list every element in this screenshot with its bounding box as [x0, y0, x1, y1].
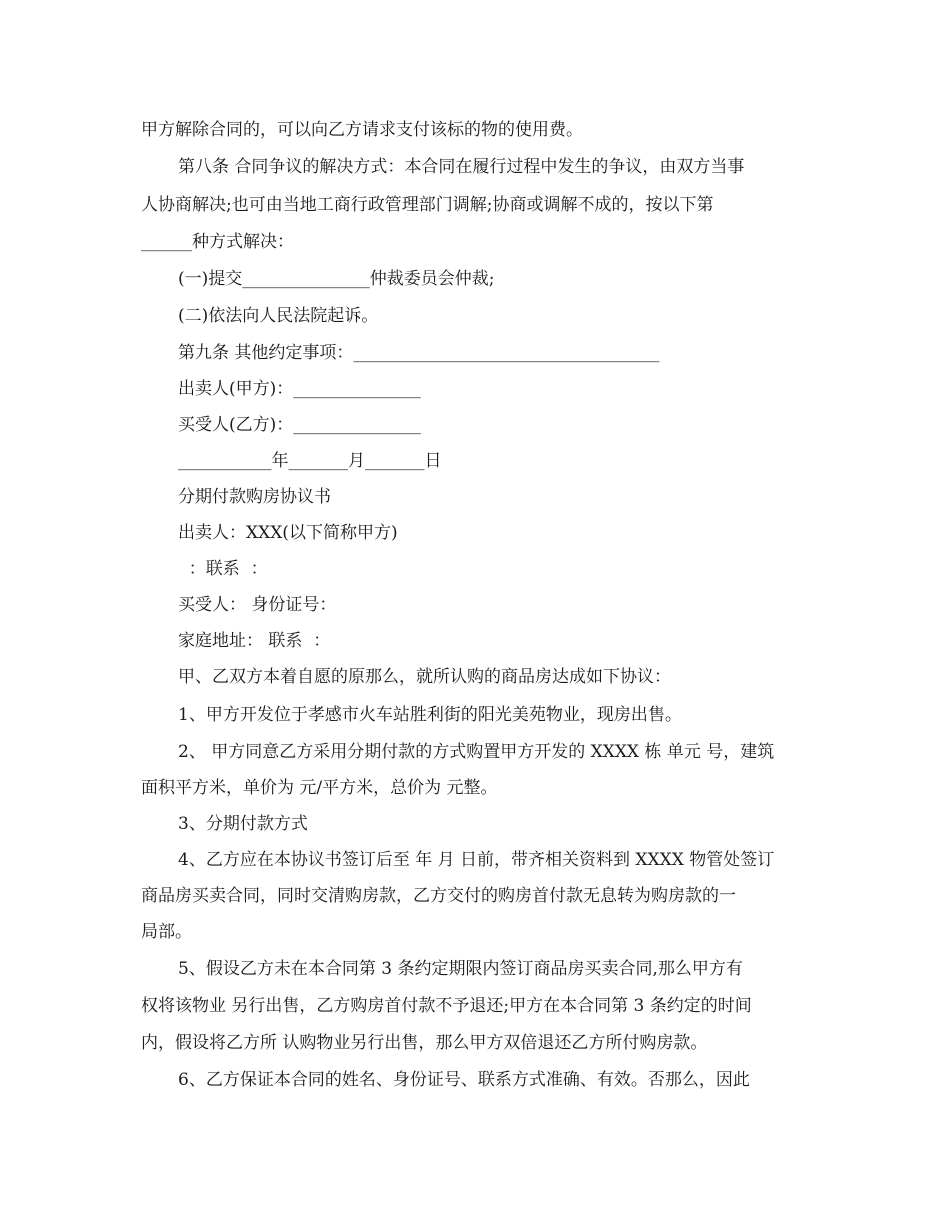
address-line: 家庭地址： 联系 ：	[178, 631, 331, 651]
text-line: 权将该物业 另行出售，乙方购房首付款不予退还;甲方在本合同第 3 条约定的时间	[141, 996, 752, 1016]
text-line: 人协商解决;也可由当地工商行政管理部门调解;协商或调解不成的，按以下第	[141, 195, 714, 215]
buyer-signature-line: 买受人(乙方)：_______________	[178, 415, 421, 435]
seller-signature-line: 出卖人(甲方)：_______________	[178, 379, 421, 399]
clause-1: 1、甲方开发位于孝感市火车站胜利街的阳光美苑物业，现房出售。	[178, 705, 682, 725]
text-line: 局部。	[141, 922, 192, 942]
list-item: (一)提交_______________仲裁委员会仲裁;	[178, 269, 495, 289]
text-line: 甲方解除合同的，可以向乙方请求支付该标的物的使用费。	[141, 120, 583, 140]
text-line: ______种方式解决：	[141, 232, 294, 252]
intro-paragraph: 甲、乙双方本着自愿的原那么，就所认购的商品房达成如下协议：	[178, 667, 671, 687]
clause-5: 5、假设乙方未在本合同第 3 条约定期限内签订商品房买卖合同,那么甲方有	[178, 959, 743, 979]
clause-6: 6、乙方保证本合同的姓名、身份证号、联系方式准确、有效。否那么，因此	[178, 1070, 750, 1090]
clause-3: 3、分期付款方式	[178, 814, 308, 834]
seller-line: 出卖人：XXX(以下简称甲方)	[178, 523, 398, 543]
clause-4: 4、乙方应在本协议书签订后至 年 月 日前，带齐相关资料到 XXXX 物管处签订	[178, 850, 775, 870]
article-8-heading: 第八条 合同争议的解决方式：本合同在履行过程中发生的争议，由双方当事	[178, 157, 745, 177]
text-line: 内，假设将乙方所 认购物业另行出售，那么甲方双倍退还乙方所付购房款。	[141, 1033, 708, 1053]
list-item: (二)依法向人民法院起诉。	[178, 306, 379, 326]
date-line: ___________年_______月_______日	[178, 451, 442, 471]
buyer-id-line: 买受人： 身份证号：	[178, 595, 337, 615]
clause-2: 2、 甲方同意乙方采用分期付款的方式购置甲方开发的 XXXX 栋 单元 号，建筑	[178, 742, 775, 762]
agreement-title: 分期付款购房协议书	[178, 487, 331, 507]
contact-line: ：联系 ：	[178, 559, 268, 579]
text-line: 面积平方米，单价为 元/平方米，总价为 元整。	[141, 778, 498, 798]
article-9-heading: 第九条 其他约定事项：____________________________________	[178, 343, 660, 363]
text-line: 商品房买卖合同，同时交清购房款，乙方交付的购房首付款无息转为购房款的一	[141, 886, 736, 906]
